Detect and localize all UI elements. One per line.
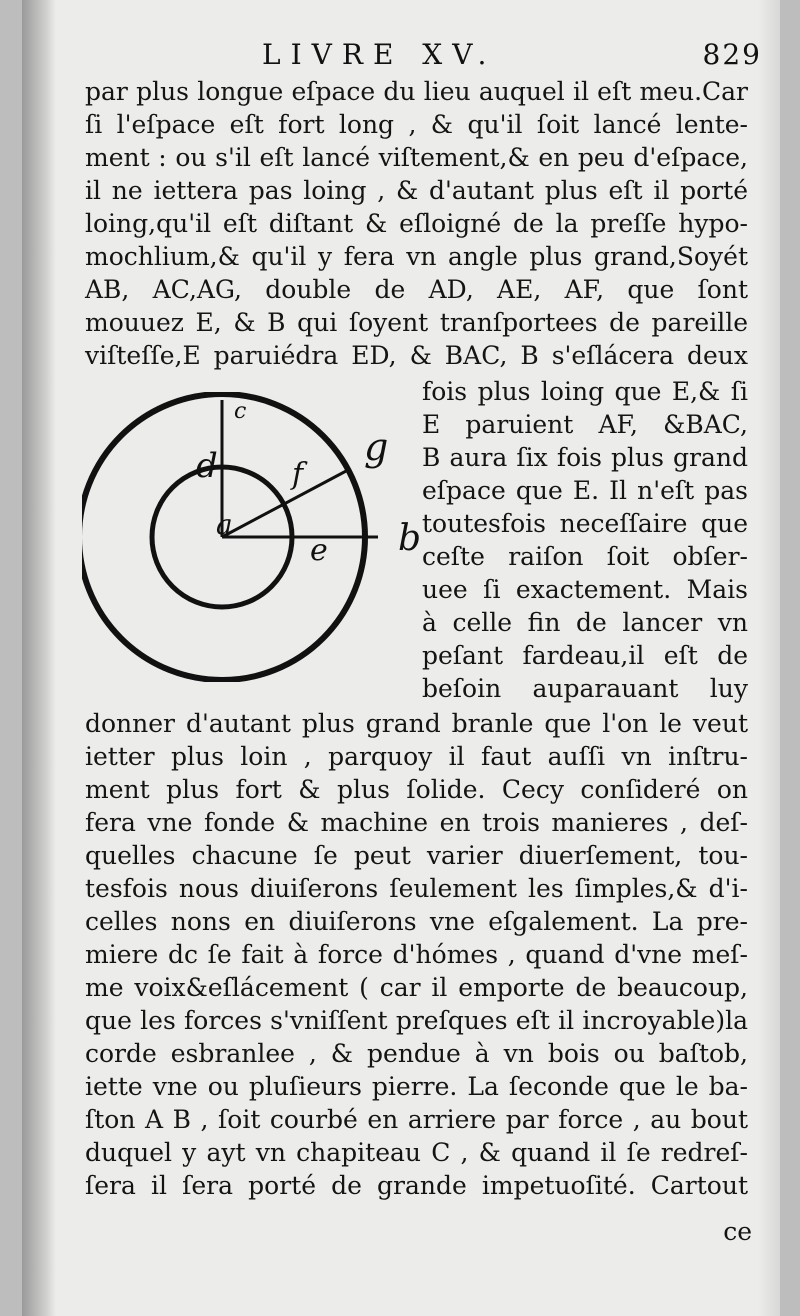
text-line: viſteſſe,E paruiédra ED, & BAC, B s'eſlácera deux <box>85 341 748 370</box>
label-c: c <box>234 399 247 424</box>
text-line: eſpace que E. Il n'eſt pas <box>422 476 748 505</box>
catchword: ce <box>723 1217 752 1246</box>
text-line: duquel y ayt vn chapiteau C , & quand il ſe redreſ- <box>85 1138 748 1167</box>
text-line: miere dc ſe fait à force d'hómes , quand d'vne meſ- <box>85 940 748 969</box>
text-line: que les forces s'vniſſent preſques eſt il incroyable)la <box>85 1006 748 1035</box>
geometric-figure <box>82 392 422 682</box>
text-line: fera vne fonde & machine en trois manieres , deſ- <box>85 808 748 837</box>
text-line: ſton A B , ſoit courbé en arriere par force , au bout <box>85 1105 748 1134</box>
text-line: donner d'autant plus grand branle que l'on le veut <box>85 709 748 738</box>
text-line: mouuez E, & B qui ſoyent tranſportees de pareille <box>85 308 748 337</box>
text-line: celles nons en diuiſerons vne eſgalement. La pre- <box>85 907 748 936</box>
text-line: il ne iettera pas loing , & d'autant plus eſt il porté <box>85 176 748 205</box>
text-line: ceſte raiſon ſoit obſer- <box>422 542 748 571</box>
text-line: ment plus fort & plus ſolide. Cecy conſideré on <box>85 775 748 804</box>
text-line: par plus longue eſpace du lieu auquel il eſt meu.Car <box>85 77 748 106</box>
text-line: tesfois nous diuiſerons ſeulement les ſimples,& d'i- <box>85 874 748 903</box>
label-e: e <box>310 533 328 568</box>
running-head: LIVRE XV. <box>262 38 497 71</box>
text-line: peſant fardeau,il eſt de <box>422 641 748 670</box>
text-line: toutesfois neceſſaire que <box>422 509 748 538</box>
label-a: a <box>216 508 233 541</box>
text-line: ſi l'eſpace eſt fort long , & qu'il ſoit lancé lente- <box>85 110 748 139</box>
text-line: quelles chacune ſe peut varier diuerſement, tou- <box>85 841 748 870</box>
label-f: f <box>292 457 304 492</box>
text-line: fois plus loing que E,& ſi <box>422 377 748 406</box>
radius-ag <box>222 470 348 537</box>
text-line: ietter plus loin , parquoy il faut auſſi vn inſtru- <box>85 742 748 771</box>
text-line: E paruient AF, &BAC, <box>422 410 748 439</box>
label-d: d <box>196 446 218 486</box>
page-gutter <box>22 0 56 1316</box>
text-line: corde esbranlee , & pendue à vn bois ou baſtob, <box>85 1039 748 1068</box>
label-g: g <box>364 425 389 469</box>
text-line: B aura ſix fois plus grand <box>422 443 748 472</box>
text-line: uee ſi exactement. Mais <box>422 575 748 604</box>
text-line: AB, AC,AG, double de AD, AE, AF, que ſont <box>85 275 748 304</box>
text-line: ment : ou s'il eſt lancé viſtement,& en peu d'eſpace, <box>85 143 748 172</box>
text-line: iette vne ou pluſieurs pierre. La ſeconde que le ba- <box>85 1072 748 1101</box>
text-line: me voix&eſlácement ( car il emporte de beaucoup, <box>85 973 748 1002</box>
text-line: beſoin auparauant luy <box>422 674 748 703</box>
page-number: 829 <box>702 38 762 71</box>
page-edge <box>758 0 780 1316</box>
book-page <box>22 0 780 1316</box>
label-b: b <box>398 518 422 559</box>
text-line: mochlium,& qu'il y fera vn angle plus grand,Soyét <box>85 242 748 271</box>
text-line: à celle fin de lancer vn <box>422 608 748 637</box>
text-line: loing,qu'il eſt diſtant & eſloigné de la preſſe hypo- <box>85 209 748 238</box>
page-header <box>262 38 762 78</box>
text-line: ſera il ſera porté de grande impetuoſité. Cartout <box>85 1171 748 1200</box>
